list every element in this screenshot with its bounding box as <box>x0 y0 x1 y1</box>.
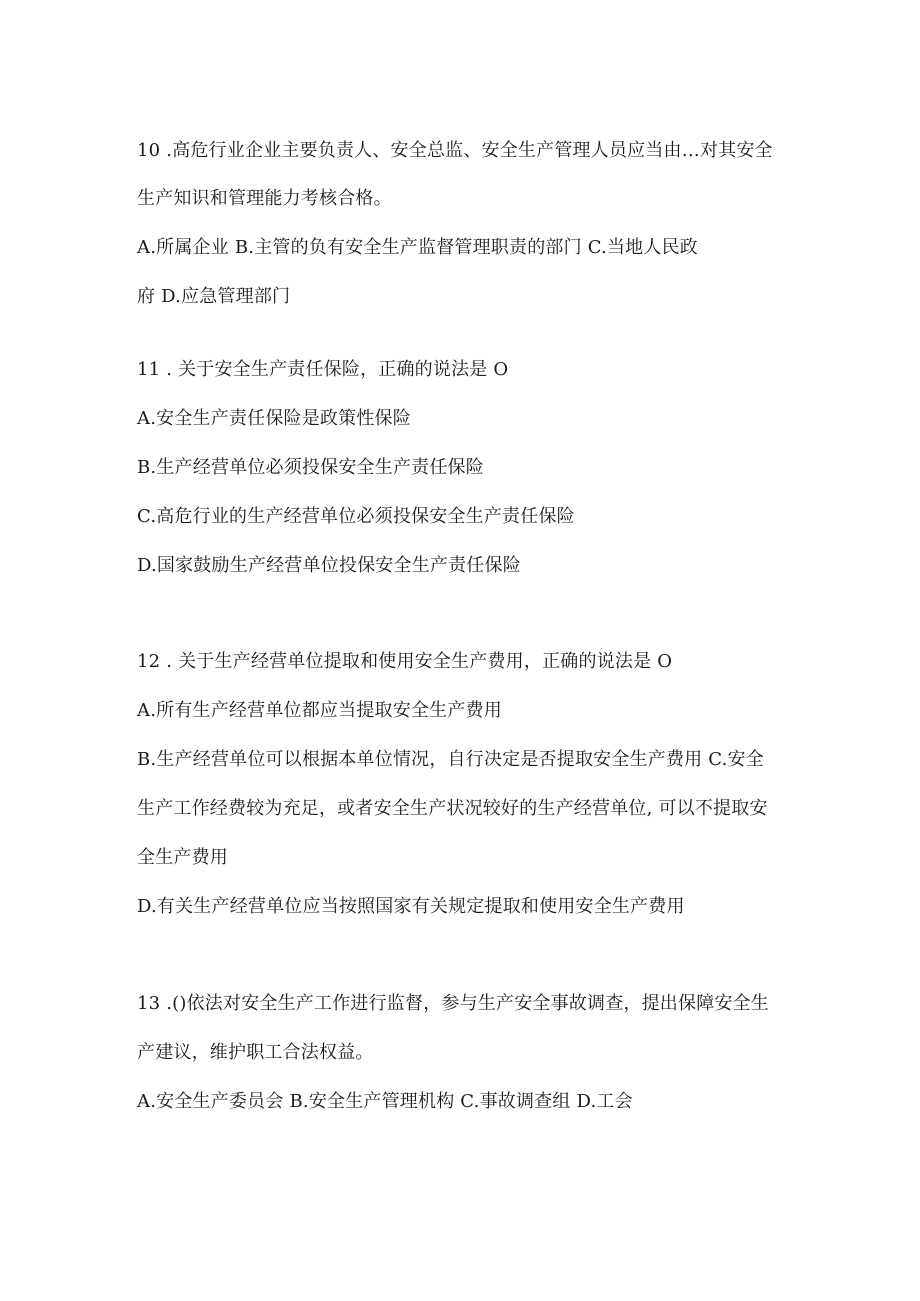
q11-option-b: B.生产经营单位必须投保安全生产责任保险 <box>137 457 484 478</box>
q13-stem-line-2: 产建议，维护职工合法权益。 <box>137 1042 374 1063</box>
q13-stem-line-1: 13 .()依法对安全生产工作进行监督，参与生产安全事故调查，提出保障安全生 <box>137 993 769 1014</box>
q13-options: A.安全生产委员会 B.安全生产管理机构 C.事故调查组 D.工会 <box>137 1091 633 1112</box>
q11-option-c: C.高危行业的生产经营单位必须投保安全生产责任保险 <box>137 506 575 527</box>
q11-option-a: A.安全生产责任保险是政策性保险 <box>137 408 411 429</box>
q12-option-b-line-1: B.生产经营单位可以根据本单位情况，自行决定是否提取安全生产费用 C.安全 <box>137 749 764 770</box>
q10-stem-line-1: 10 .高危行业企业主要负责人、安全总监、安全生产管理人员应当由…对其安全 <box>137 140 773 161</box>
q10-options-line-1: A.所属企业 B.主管的负有安全生产监督管理职责的部门 C.当地人民政 <box>137 237 698 258</box>
q10-options-line-2: 府 D.应急管理部门 <box>137 286 291 307</box>
q12-option-a: A.所有生产经营单位都应当提取安全生产费用 <box>137 700 502 721</box>
q12-option-c-line-2: 全生产费用 <box>137 847 228 868</box>
q10-stem-line-2: 生产知识和管理能力考核合格。 <box>137 188 392 209</box>
q12-option-c-line-1: 生产工作经费较为充足，或者安全生产状况较好的生产经营单位, 可以不提取安 <box>137 798 768 819</box>
q11-stem: 11 . 关于安全生产责任保险，正确的说法是 O <box>137 359 509 380</box>
q12-option-d: D.有关生产经营单位应当按照国家有关规定提取和使用安全生产费用 <box>137 896 685 917</box>
q11-option-d: D.国家鼓励生产经营单位投保安全生产责任保险 <box>137 555 521 576</box>
q12-stem: 12 . 关于生产经营单位提取和使用安全生产费用，正确的说法是 O <box>137 651 673 672</box>
